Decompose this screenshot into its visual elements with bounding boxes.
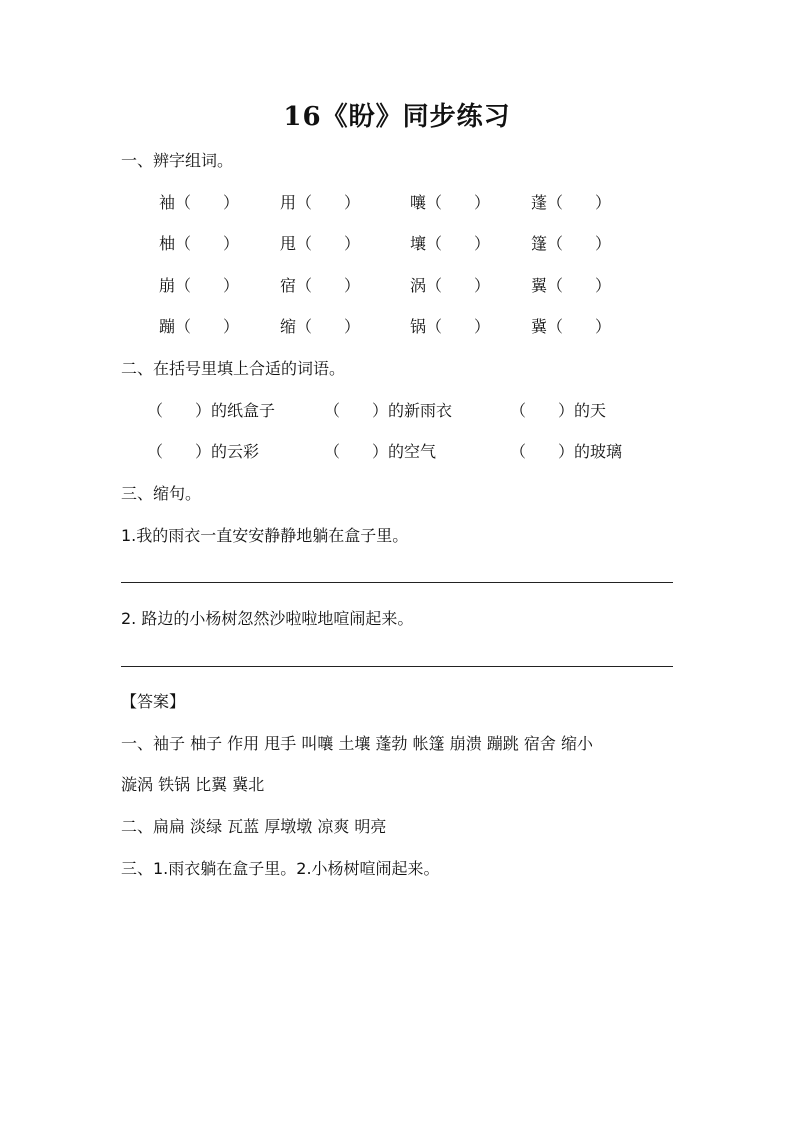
answer-line-text-2: 漩涡 铁锅 比翼 冀北 <box>121 775 265 794</box>
section2-heading: 二、在括号里填上合适的词语。 <box>121 359 346 378</box>
grid-cell: 崩（ ） <box>159 276 240 295</box>
answer-line-text-3: 二、扁扁 淡绿 瓦蓝 厚墩墩 凉爽 明亮 <box>121 817 387 836</box>
grid-cell: 壤（ ） <box>410 234 491 253</box>
phrase-item: （ ）的云彩 <box>147 442 260 461</box>
question-1: 1.我的雨衣一直安安静静地躺在盒子里。 <box>121 526 409 545</box>
grid-cell: 宿（ ） <box>280 276 361 295</box>
grid-cell: 蓬（ ） <box>531 193 612 212</box>
phrase-item: （ ）的天 <box>510 401 607 420</box>
answer-line-2 <box>121 666 673 667</box>
grid-cell: 柚（ ） <box>159 234 240 253</box>
phrase-item: （ ）的空气 <box>324 442 437 461</box>
grid-cell: 冀（ ） <box>531 317 612 336</box>
answers-heading: 【答案】 <box>121 692 186 711</box>
grid-cell: 翼（ ） <box>531 276 612 295</box>
grid-cell: 甩（ ） <box>280 234 361 253</box>
phrase-item: （ ）的新雨衣 <box>324 401 453 420</box>
answer-line-text-4: 三、1.雨衣躺在盒子里。2.小杨树喧闹起来。 <box>121 859 440 878</box>
grid-cell: 锅（ ） <box>410 317 491 336</box>
grid-cell: 嚷（ ） <box>410 193 491 212</box>
phrase-item: （ ）的玻璃 <box>510 442 623 461</box>
grid-cell: 缩（ ） <box>280 317 361 336</box>
section3-heading: 三、缩句。 <box>121 484 202 503</box>
answer-line-text-1: 一、袖子 柚子 作用 甩手 叫嚷 土壤 蓬勃 帐篷 崩溃 蹦跳 宿舍 缩小 <box>121 734 593 753</box>
question-2: 2. 路边的小杨树忽然沙啦啦地喧闹起来。 <box>121 609 414 628</box>
phrase-item: （ ）的纸盒子 <box>147 401 276 420</box>
grid-cell: 袖（ ） <box>159 193 240 212</box>
grid-cell: 涡（ ） <box>410 276 491 295</box>
page-title: 16《盼》同步练习 <box>283 102 511 132</box>
grid-cell: 篷（ ） <box>531 234 612 253</box>
grid-cell: 蹦（ ） <box>159 317 240 336</box>
answer-line-1 <box>121 582 673 583</box>
grid-cell: 用（ ） <box>280 193 361 212</box>
section1-heading: 一、辨字组词。 <box>121 151 234 170</box>
